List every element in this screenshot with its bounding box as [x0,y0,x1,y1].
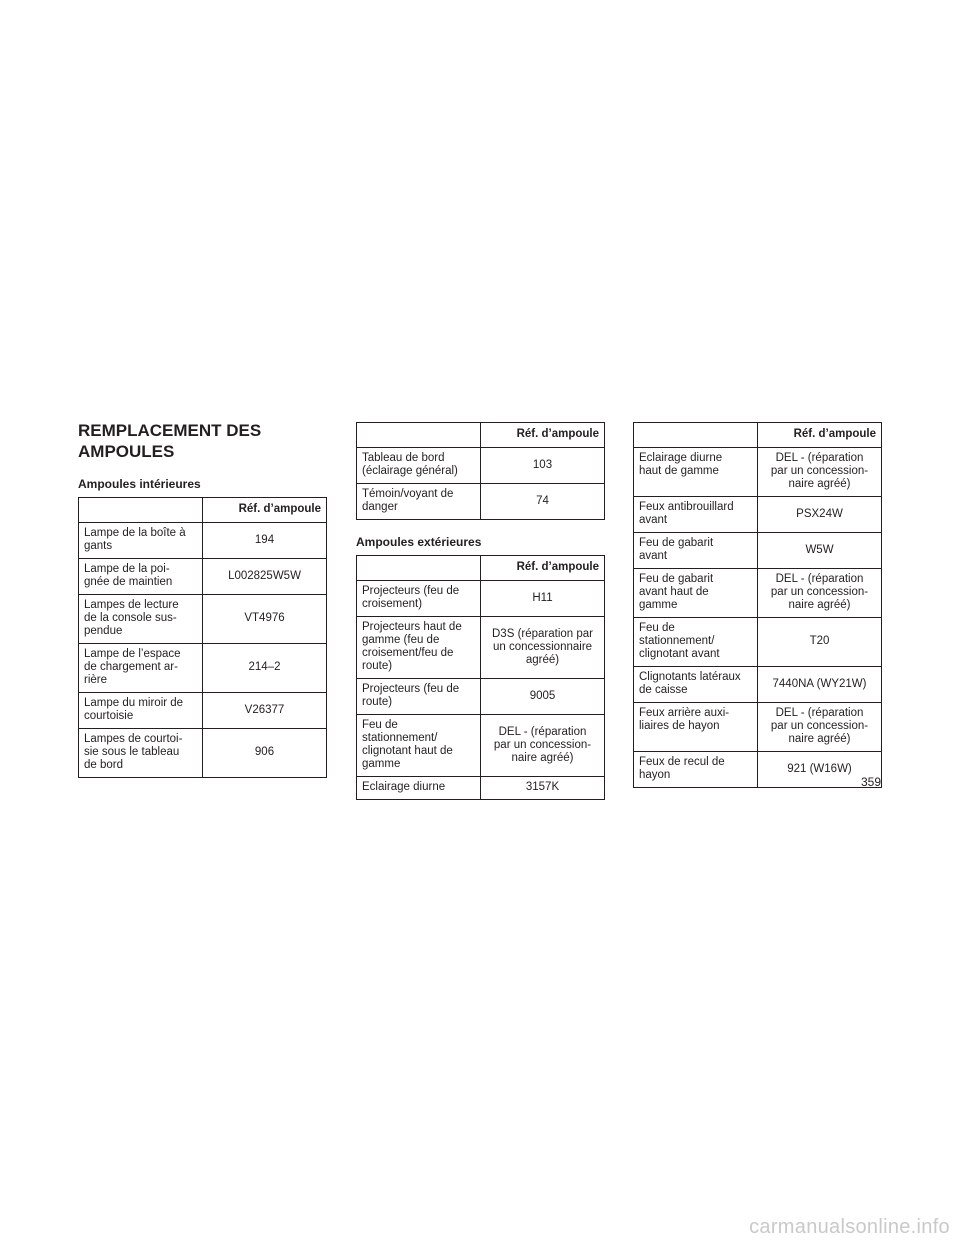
bulb-location-text: croisement/feu de [362,647,454,659]
table-row [79,559,327,595]
bulb-location-text: route) [362,660,393,672]
bulb-location-text: gamme [362,758,401,770]
bulb-location-text: courtoisie [84,710,134,722]
bulb-location-text: Projecteurs haut de [362,621,462,633]
bulb-ref-cell [481,617,605,679]
bulb-location-text: de chargement ar- [84,661,178,673]
table-row [357,715,605,777]
bulb-ref-text: par un concession- [770,586,869,598]
bulb-location-cell [357,484,481,520]
bulb-location-text: clignotant avant [639,648,720,660]
bulb-ref-cell [481,448,605,484]
bulb-location-text: danger [362,501,398,513]
bulb-location-cell [634,667,758,703]
table-row [357,484,605,520]
table-header-empty [79,498,203,523]
bulb-ref-cell [481,484,605,520]
table-row [357,581,605,617]
section-title [78,420,327,462]
bulb-ref-cell [758,448,882,497]
bulb-location-cell [79,729,203,778]
bulb-ref-text: L002825W5W [228,569,301,582]
bulb-location-text: de la console sus- [84,612,177,624]
bulb-location-text: Lampes de lecture [84,599,179,611]
bulb-location-text: avant [639,514,668,526]
bulb-ref-text: W5W [805,543,834,556]
bulb-location-cell [357,448,481,484]
column-left [78,420,327,778]
bulb-location-text: hayon [639,769,671,781]
bulb-ref-cell [481,679,605,715]
table-header-bulb-ref: Réf. d’ampoule [758,423,882,448]
table-header-bulb-ref: Réf. d’ampoule [203,498,327,523]
bulb-ref-text: 103 [532,458,553,471]
interior-bulbs-table-continued [356,422,605,520]
bulb-ref-cell [758,569,882,618]
table-row [634,752,882,788]
bulb-ref-cell [481,581,605,617]
bulb-ref-cell [203,644,327,693]
table-row [634,667,882,703]
bulb-ref-text: T20 [809,635,830,647]
bulb-ref-text: naire agréé) [788,599,851,611]
bulb-ref-cell [203,595,327,644]
bulb-location-text: Lampe de la boîte à [84,527,186,539]
bulb-ref-text: 74 [536,494,549,507]
bulb-location-text: Clignotants latéraux [639,671,741,683]
exterior-bulbs-table-continued [633,422,882,788]
table-row [634,533,882,569]
bulb-ref-text: D3S (réparation par [492,627,593,640]
page-number: 359 [860,775,881,789]
column-middle [356,422,605,800]
bulb-location-cell [357,679,481,715]
bulb-ref-text: DEL - (réparation [775,452,864,464]
section-title-line2: AMPOULES [78,442,175,461]
table-row [634,497,882,533]
table-row [357,777,605,800]
bulb-location-text: pendue [84,625,123,637]
bulb-location-text: Eclairage diurne [639,452,723,464]
table-row [79,595,327,644]
bulb-location-text: Projecteurs (feu de [362,683,460,695]
bulb-ref-text: par un concession- [770,465,869,477]
bulb-location-text: Feux arrière auxi- [639,707,730,719]
bulb-location-text: de bord [84,759,124,771]
bulb-location-text: liaires de hayon [639,720,720,732]
bulb-location-text: Témoin/voyant de [362,488,454,500]
bulb-location-text: (éclairage général) [362,465,458,477]
bulb-ref-text: par un concession- [493,738,592,751]
bulb-location-cell [634,569,758,618]
table-row [634,448,882,497]
table-row [79,693,327,729]
section-title-line1: REMPLACEMENT DES [78,421,262,440]
bulb-location-text: clignotant haut de [362,745,453,757]
bulb-location-text: Projecteurs (feu de [362,585,460,597]
table-row [634,618,882,667]
bulb-location-cell [357,581,481,617]
bulb-location-cell [79,644,203,693]
table-row [357,617,605,679]
bulb-ref-cell [758,497,882,533]
bulb-ref-cell [481,777,605,800]
bulb-ref-text: DEL - (réparation [775,707,864,719]
bulb-location-text: avant haut de [639,586,709,598]
bulb-ref-cell [758,533,882,569]
bulb-location-cell [79,523,203,559]
bulb-location-text: rière [84,674,108,686]
bulb-ref-text: DEL - (réparation [498,725,587,738]
bulb-location-text: haut de gamme [639,465,719,477]
bulb-location-text: Lampe de la poi- [84,563,170,575]
table-row [79,644,327,693]
bulb-location-text: sie sous le tableau [84,746,180,758]
bulb-location-text: Feux de recul de [639,756,725,768]
bulb-location-text: Feu de gabarit [639,537,714,549]
table-header-empty [634,423,758,448]
table-row [357,679,605,715]
table-row [634,569,882,618]
column-right [633,422,882,788]
table-header-empty [357,423,481,448]
exterior-bulbs-heading: Ampoules extérieures [356,535,482,549]
bulb-location-text: Lampe du miroir de [84,697,184,709]
bulb-location-text: gamme (feu de [362,634,440,646]
bulb-location-cell [634,533,758,569]
watermark: carmanualsonline.info [749,1216,950,1238]
bulb-ref-text: naire agréé) [788,733,851,745]
table-row [634,703,882,752]
bulb-location-text: gnée de maintien [84,576,173,588]
bulb-ref-text: 921 (W16W) [787,762,852,775]
bulb-ref-cell [203,729,327,778]
bulb-location-cell [634,448,758,497]
bulb-location-cell [634,703,758,752]
table-row [357,448,605,484]
bulb-ref-text: naire agréé) [511,751,574,764]
bulb-location-text: stationnement/ [639,635,715,647]
bulb-ref-text: un concessionnaire [492,640,593,653]
bulb-location-text: Lampe de l’espace [84,648,181,660]
bulb-ref-cell [203,523,327,559]
bulb-ref-text: 9005 [529,689,556,702]
bulb-location-cell [634,618,758,667]
table-header-bulb-ref: Réf. d’ampoule [481,556,605,581]
bulb-location-text: Feu de [362,719,398,731]
table-header-empty [357,556,481,581]
interior-bulbs-table [78,497,327,778]
bulb-ref-cell [203,559,327,595]
bulb-ref-text: par un concession- [770,720,869,732]
bulb-ref-text: 906 [254,746,275,758]
bulb-location-cell [79,595,203,644]
bulb-ref-cell [758,618,882,667]
bulb-location-text: avant [639,550,668,562]
bulb-location-text: route) [362,696,393,708]
bulb-location-cell [357,715,481,777]
bulb-ref-cell [758,703,882,752]
table-row [79,523,327,559]
bulb-location-text: gamme [639,599,678,611]
table-header-bulb-ref: Réf. d’ampoule [481,423,605,448]
bulb-ref-cell [203,693,327,729]
bulb-location-cell [634,752,758,788]
bulb-location-cell [79,693,203,729]
bulb-ref-text: DEL - (réparation [775,573,864,585]
bulb-location-text: Feux antibrouillard [639,501,734,513]
exterior-bulbs-table [356,555,605,800]
bulb-location-text: Eclairage diurne [362,781,446,793]
bulb-ref-text: 214–2 [248,661,281,673]
bulb-ref-text: 3157K [525,781,560,793]
bulb-location-cell [357,777,481,800]
bulb-location-cell [79,559,203,595]
bulb-ref-cell [481,715,605,777]
table-row [79,729,327,778]
interior-bulbs-heading: Ampoules intérieures [78,477,201,491]
bulb-location-text: Tableau de bord [362,452,445,464]
bulb-location-text: stationnement/ [362,732,438,744]
bulb-ref-text: V26377 [244,703,285,716]
bulb-ref-text: agréé) [525,653,560,666]
bulb-location-text: Feu de gabarit [639,573,714,585]
bulb-location-text: croisement) [362,598,423,610]
bulb-location-text: de caisse [639,684,688,696]
bulb-location-text: gants [84,540,113,552]
bulb-location-text: Feu de [639,622,675,634]
bulb-ref-text: VT4976 [244,612,285,624]
bulb-ref-cell [758,667,882,703]
bulb-ref-text: 7440NA (WY21W) [772,677,867,690]
bulb-ref-text: 194 [254,533,275,546]
bulb-location-cell [634,497,758,533]
bulb-location-cell [357,617,481,679]
bulb-location-text: Lampes de courtoi- [84,733,183,745]
bulb-ref-text: H11 [532,591,553,604]
bulb-ref-text: PSX24W [796,507,843,520]
bulb-ref-text: naire agréé) [788,478,851,490]
